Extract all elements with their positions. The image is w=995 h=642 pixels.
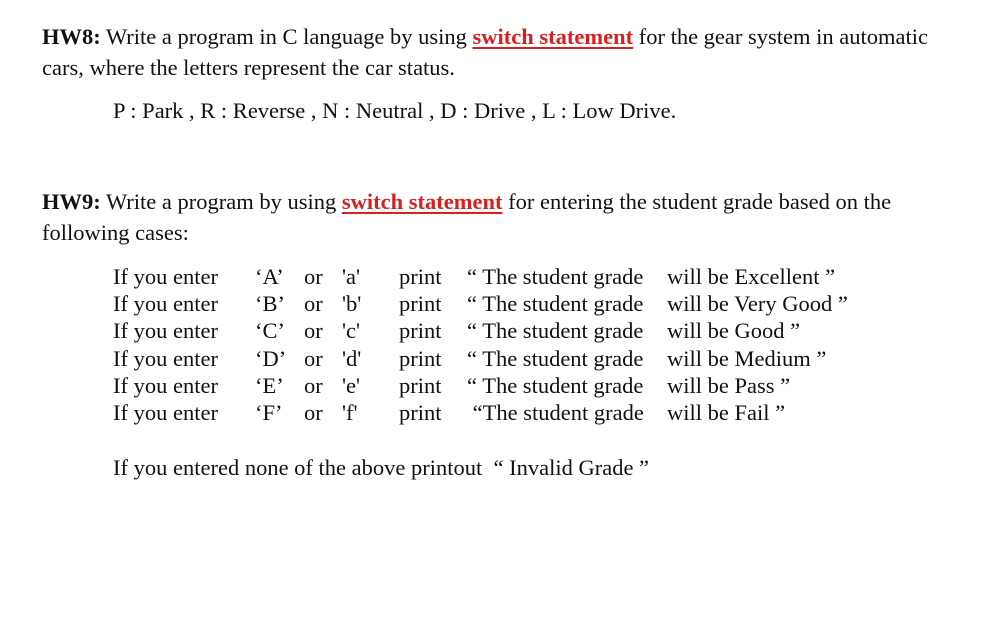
grade-case-row bbox=[113, 290, 848, 317]
gear-status-list: P : Park , R : Reverse , N : Neutral , D : Drive , L : Low Drive. bbox=[113, 98, 677, 123]
case-lowercase-letter: 'a' bbox=[342, 264, 361, 289]
case-result-text: will be Good ” bbox=[667, 318, 801, 344]
case-uppercase-letter: ‘A’ bbox=[255, 264, 284, 289]
hw9-label: HW9: bbox=[42, 189, 101, 214]
grade-case-row bbox=[113, 372, 791, 399]
hw8-label: HW8: bbox=[42, 24, 101, 49]
hw9-paragraph bbox=[42, 186, 942, 248]
hw9-text-before: Write a program by using bbox=[100, 189, 342, 214]
case-uppercase-letter: ‘F’ bbox=[255, 399, 283, 425]
hw9-switch-statement-highlight: switch statement bbox=[341, 189, 503, 214]
case-result-text: will be Medium ” bbox=[667, 345, 827, 371]
case-enter-text: If you enter bbox=[113, 291, 218, 317]
case-lowercase-letter: 'f' bbox=[342, 399, 358, 425]
case-print-text: print bbox=[399, 264, 442, 289]
hw9-text-after: for entering the student grade based on the following cases: bbox=[42, 189, 892, 245]
case-enter-text: If you enter bbox=[113, 264, 218, 289]
case-or-text: or bbox=[304, 264, 323, 289]
case-lowercase-letter: 'd' bbox=[342, 345, 362, 371]
case-enter-text: If you enter bbox=[113, 372, 218, 398]
case-or-text: or bbox=[304, 399, 323, 425]
case-print-text: print bbox=[399, 399, 442, 425]
case-or-text: or bbox=[304, 372, 323, 398]
case-lowercase-letter: 'b' bbox=[342, 291, 362, 317]
grade-cases-table bbox=[113, 263, 848, 426]
hw8-text-before: Write a program in C language by using bbox=[100, 24, 473, 49]
case-or-text: or bbox=[304, 291, 323, 317]
hw8-text-after: for the gear system in automatic cars, where the letters represent the car status. bbox=[42, 24, 928, 80]
case-uppercase-letter: ‘C’ bbox=[255, 318, 285, 344]
case-message-text: “ The student grade bbox=[467, 264, 644, 289]
case-lowercase-letter: 'c' bbox=[342, 318, 361, 344]
hw8-switch-statement-highlight: switch statement bbox=[472, 24, 634, 49]
case-message-text: “ The student grade bbox=[467, 318, 644, 344]
case-print-text: print bbox=[399, 318, 442, 344]
grade-case-row bbox=[113, 263, 836, 290]
case-enter-text: If you enter bbox=[113, 399, 218, 425]
case-print-text: print bbox=[399, 372, 442, 398]
case-print-text: print bbox=[399, 345, 442, 371]
case-lowercase-letter: 'e' bbox=[342, 372, 361, 398]
case-uppercase-letter: ‘D’ bbox=[255, 345, 287, 371]
invalid-grade-note: If you entered none of the above printout “ Invalid Grade ” bbox=[113, 455, 650, 480]
case-message-text: “ The student grade bbox=[467, 372, 644, 398]
case-enter-text: If you enter bbox=[113, 345, 218, 371]
grade-case-row bbox=[113, 345, 827, 372]
case-uppercase-letter: ‘B’ bbox=[255, 291, 285, 317]
grade-case-row bbox=[113, 399, 786, 426]
case-result-text: will be Fail ” bbox=[667, 399, 786, 425]
case-message-text: “ The student grade bbox=[467, 291, 644, 317]
case-enter-text: If you enter bbox=[113, 318, 218, 344]
case-uppercase-letter: ‘E’ bbox=[255, 372, 284, 398]
case-print-text: print bbox=[399, 291, 442, 317]
hw8-paragraph bbox=[42, 21, 942, 83]
grade-case-row bbox=[113, 317, 801, 344]
case-result-text: will be Very Good ” bbox=[667, 291, 848, 317]
case-or-text: or bbox=[304, 345, 323, 371]
case-or-text: or bbox=[304, 318, 323, 344]
case-message-text: “The student grade bbox=[467, 399, 644, 425]
case-result-text: will be Excellent ” bbox=[667, 264, 836, 289]
case-message-text: “ The student grade bbox=[467, 345, 644, 371]
case-result-text: will be Pass ” bbox=[667, 372, 791, 398]
